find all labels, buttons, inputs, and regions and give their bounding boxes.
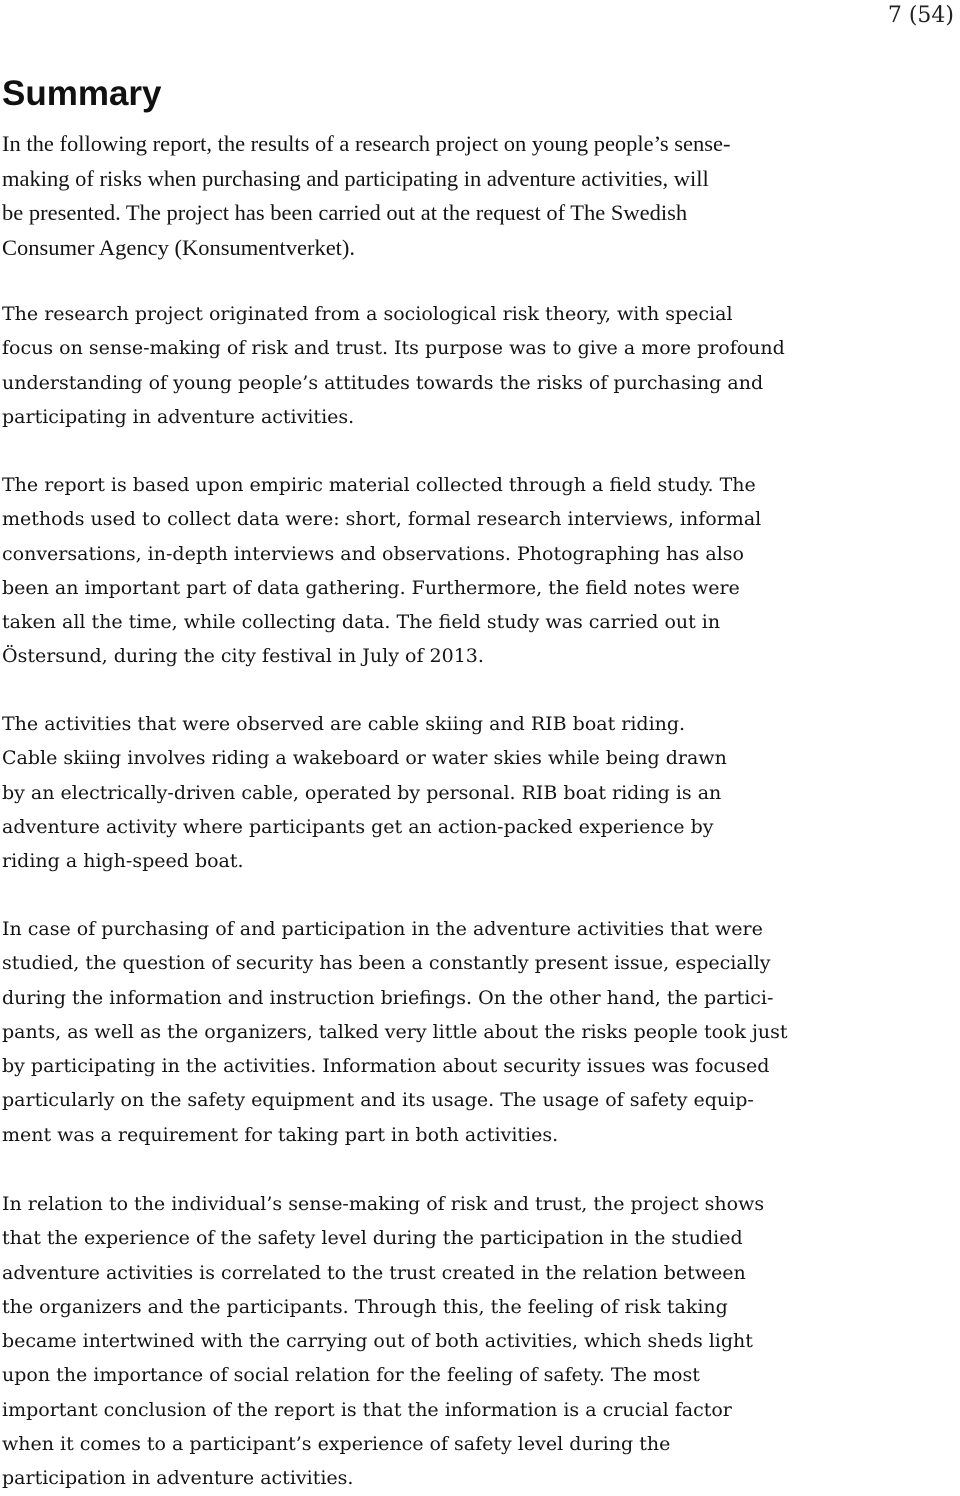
paragraph-security: In case of purchasing of and participation in the adventure activities that were studied, the question of security has been a constantly present issue, especially during the information and instruction briefings. On the other hand, the partici- pants, as well as the organizers, talked very little about the risks people took just by participating in the activities. Information about security issues was focused particularly on the safety equipment and its usage. The usage of safety equip- ment was a requirement for taking part in both activities. — [2, 918, 788, 1146]
paragraph-activities: The activities that were observed are cable skiing and RIB boat riding. Cable skiing involves riding a wakeboard or water skies while being drawn by an electrically-driven cable, operated by personal. RIB boat riding is an adventure activity where participants get an action-packed experience by riding a high-speed boat. — [2, 713, 727, 873]
page-number: 7 (54) — [887, 3, 954, 28]
page-title: Summary — [2, 74, 162, 113]
paragraph-research-origin: The research project originated from a sociological risk theory, with special focus on sense-making of risk and trust. Its purpose was to give a more profound understanding of young people’s attitudes towards the risks of purchasing and participating in adventure activities. — [2, 303, 785, 428]
paragraph-methods: The report is based upon empiric material collected through a field study. The methods used to collect data were: short, formal research interviews, informal conversations, in-depth interviews and observations. Photographing has also been an important part of data gathering. Furthermore, the field notes were taken all the time, while collecting data. The field study was carried out in Östersund, during the city festival in July of 2013. — [2, 474, 762, 668]
paragraph-conclusion: In relation to the individual’s sense-making of risk and trust, the project shows that the experience of the safety level during the participation in the studied adventure activities is correlated to the trust created in the relation between the organizers and the participants. Through this, the feeling of risk taking became intertwined with the carrying out of both activities, which sheds light upon the importance of social relation for the feeling of safety. The most important conclusion of the report is that the information is a crucial factor when it comes to a participant’s experience of safety level during the participation in adventure activities. — [2, 1193, 765, 1490]
paragraph-intro: In the following report, the results of a research project on young people’s sense- making of risks when purchasing and participating in adventure activities, will be presented. The project has been carried out at the request of The Swedish Consumer Agency (Konsumentverket). — [2, 131, 731, 260]
